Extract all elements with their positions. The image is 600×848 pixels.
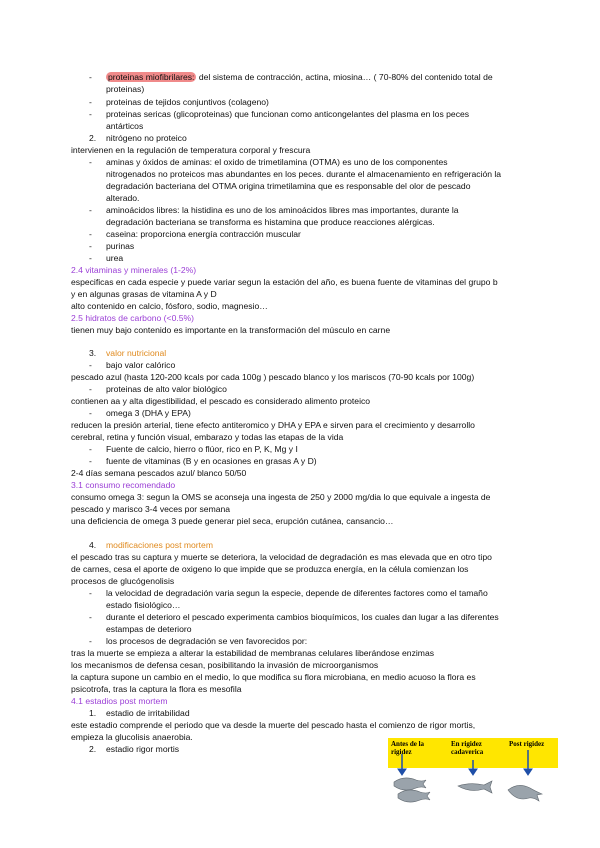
text-line: proteinas sericas (glicoproteinas) que funcionan como anticongelantes del plasma en los peces	[106, 109, 470, 119]
list-bullet: -	[89, 97, 92, 107]
text-line: bajo valor calórico	[106, 360, 176, 370]
text-line: nitrogenados no proteicos mas abundantes en los peces. durante el almacenamiento en refrigeración la	[106, 169, 502, 179]
fish-icon	[394, 778, 426, 790]
text-line: aminoácidos libres: la histidina es uno de los aminoácidos libres mas importantes, durante la	[106, 205, 459, 215]
text-line: alto contenido en calcio, fósforo, sodio, magnesio…	[71, 301, 268, 311]
list-bullet: -	[89, 612, 92, 622]
text-line: proteinas)	[106, 84, 145, 94]
text-line: durante el deterioro el pescado experimenta cambios bioquímicos, los cuales dan lugar a las diferentes	[106, 612, 499, 622]
list-bullet: -	[89, 157, 92, 167]
text-line: tienen muy bajo contenido es importante en la transformación del músculo en carne	[71, 325, 391, 335]
rigor-mortis-figure	[388, 738, 558, 808]
text-line: estadio rigor mortis	[106, 744, 180, 754]
list-bullet: 1.	[89, 708, 97, 718]
text-line: contienen aa y alta digestibilidad, el pescado es considerado alimento proteico	[71, 396, 371, 406]
text-line: valor nutricional	[106, 348, 167, 358]
text-line: especificas en cada especie y puede variar segun la estación del año, es buena fuente de vitaminas del grupo b	[71, 277, 498, 287]
text-line: estampas de deterioro	[106, 624, 192, 634]
text-line: fuente de vitaminas (B y en ocasiones en grasas A y D)	[106, 456, 317, 466]
label-antes-rigidez: Antes de la rigidez	[391, 740, 425, 756]
text-line: y en algunas grasas de vitamina A y D	[71, 289, 217, 299]
text-line: alterado.	[106, 193, 140, 203]
text-line: reducen la presión arterial, tiene efecto antiteromico y DHA y EPA e sirven para el crecimiento y desarrollo	[71, 420, 475, 430]
list-bullet: -	[89, 360, 92, 370]
text-line: 4.1 estadios post mortem	[71, 696, 168, 706]
text-line: antárticos	[106, 121, 144, 131]
list-bullet: -	[89, 588, 92, 598]
list-bullet: -	[89, 109, 92, 119]
text-line: caseina: proporciona energía contracción muscular	[106, 229, 301, 239]
list-bullet: -	[89, 205, 92, 215]
fish-illustration	[388, 738, 558, 808]
arrow-icon	[524, 769, 532, 775]
text-line: proteinas de tejidos conjuntivos (colageno)	[106, 97, 269, 107]
text-line: procesos de glucógenolisis	[71, 576, 175, 586]
text-line: la captura supone un cambio en el medio, lo que modifica su flora microbiana, en medio acuoso la flora es	[71, 672, 476, 682]
arrow-icon	[469, 769, 477, 775]
text-line: 2.5 hidratos de carbono (<0.5%)	[71, 313, 195, 323]
label-en-rigidez: En rigidez cadaverica	[451, 740, 484, 756]
arrow-icons	[398, 750, 532, 775]
text-line: aminas y óxidos de aminas: el oxido de trimetilamina (OTMA) es uno de los componentes	[106, 157, 448, 167]
text-line: degradación bacteriana se transforma es histamina que produce reacciones alérgicas.	[106, 217, 435, 227]
text-line: nitrógeno no proteico	[106, 133, 187, 143]
text-line: 2.4 vitaminas y minerales (1-2%)	[71, 265, 197, 275]
text-line: proteinas miofibrilares: del sistema de contracción, actina, miosina… ( 70-80% del contenido total de	[108, 72, 493, 82]
text-line: purinas	[106, 241, 135, 251]
list-bullet: -	[89, 408, 92, 418]
list-bullet: 4.	[89, 540, 97, 550]
text-line: el pescado tras su captura y muerte se deteriora, la velocidad de degradación es mas elevada que en otro tipo	[71, 552, 492, 562]
text-line: 2-4 días semana pescados azul/ blanco 50/50	[71, 468, 247, 478]
text-line: empieza la glucolisis anaerobia.	[71, 732, 193, 742]
fish-icon	[398, 790, 430, 802]
text-line: estadio de irritabilidad	[106, 708, 190, 718]
list-bullet: -	[89, 636, 92, 646]
list-bullet: -	[89, 456, 92, 466]
text-line: este estadio comprende el periodo que va desde la muerte del pescado hasta el comienzo de rigor mortis,	[71, 720, 476, 730]
text-line: tras la muerte se empieza a alterar la estabilidad de membranas celulares liberándose enzimas	[71, 648, 435, 658]
text-line: estado fisiológico…	[106, 600, 181, 610]
list-bullet: -	[89, 444, 92, 454]
text-line: cerebral, retina y función visual, embarazo y todas las etapas de la vida	[71, 432, 344, 442]
fish-icon	[508, 785, 542, 801]
list-bullet: -	[89, 241, 92, 251]
arrow-icon	[398, 769, 406, 775]
text-line: consumo omega 3: segun la OMS se aconseja una ingesta de 250 y 2000 mg/dia lo que equivale a ingesta de	[71, 492, 491, 502]
text-line: degradación bacteriana del OTMA origina trimetilamina que es responsable del olor de pescado	[106, 181, 471, 191]
text-line: proteinas de alto valor biológico	[106, 384, 227, 394]
list-bullet: 2.	[89, 744, 97, 754]
list-bullet: 2.	[89, 133, 97, 143]
text-line: de carnes, cesa el aporte de oxigeno lo que impide que se produzca energía, en la célula comienzan los	[71, 564, 469, 574]
label-post-rigidez: Post rigidez	[509, 740, 545, 748]
text-line: modificaciones post mortem	[106, 540, 213, 550]
text-line: pescado y marisco 3-4 veces por semana	[71, 504, 231, 514]
text-line: pescado azul (hasta 120-200 kcals por cada 100g ) pescado blanco y los mariscos (70-90 kcals por 100g)	[71, 372, 475, 382]
text-line: Fuente de calcio, hierro o flúor, rico en P, K, Mg y I	[106, 444, 298, 454]
text-line: los procesos de degradación se ven favorecidos por:	[106, 636, 308, 646]
text-line: intervienen en la regulación de temperatura corporal y frescura	[71, 145, 311, 155]
list-bullet: -	[89, 72, 92, 82]
text-line: los mecanismos de defensa cesan, posibilitando la invasión de microorganismos	[71, 660, 379, 670]
text-line: psicotrofa, tras la captura la flora es mesofila	[71, 684, 242, 694]
list-bullet: 3.	[89, 348, 97, 358]
list-bullet: -	[89, 229, 92, 239]
text-line: omega 3 (DHA y EPA)	[106, 408, 191, 418]
text-line: una deficiencia de omega 3 puede generar piel seca, erupción cutánea, cansancio…	[71, 516, 394, 526]
fish-icon	[458, 781, 492, 793]
text-line: la velocidad de degradación varia segun la especie, depende de diferentes factores como el tamaño	[106, 588, 488, 598]
text-line: urea	[106, 253, 124, 263]
list-bullet: -	[89, 253, 92, 263]
text-line: 3.1 consumo recomendado	[71, 480, 176, 490]
highlighted-term: proteinas miofibrilares:	[108, 72, 195, 82]
list-bullet: -	[89, 384, 92, 394]
